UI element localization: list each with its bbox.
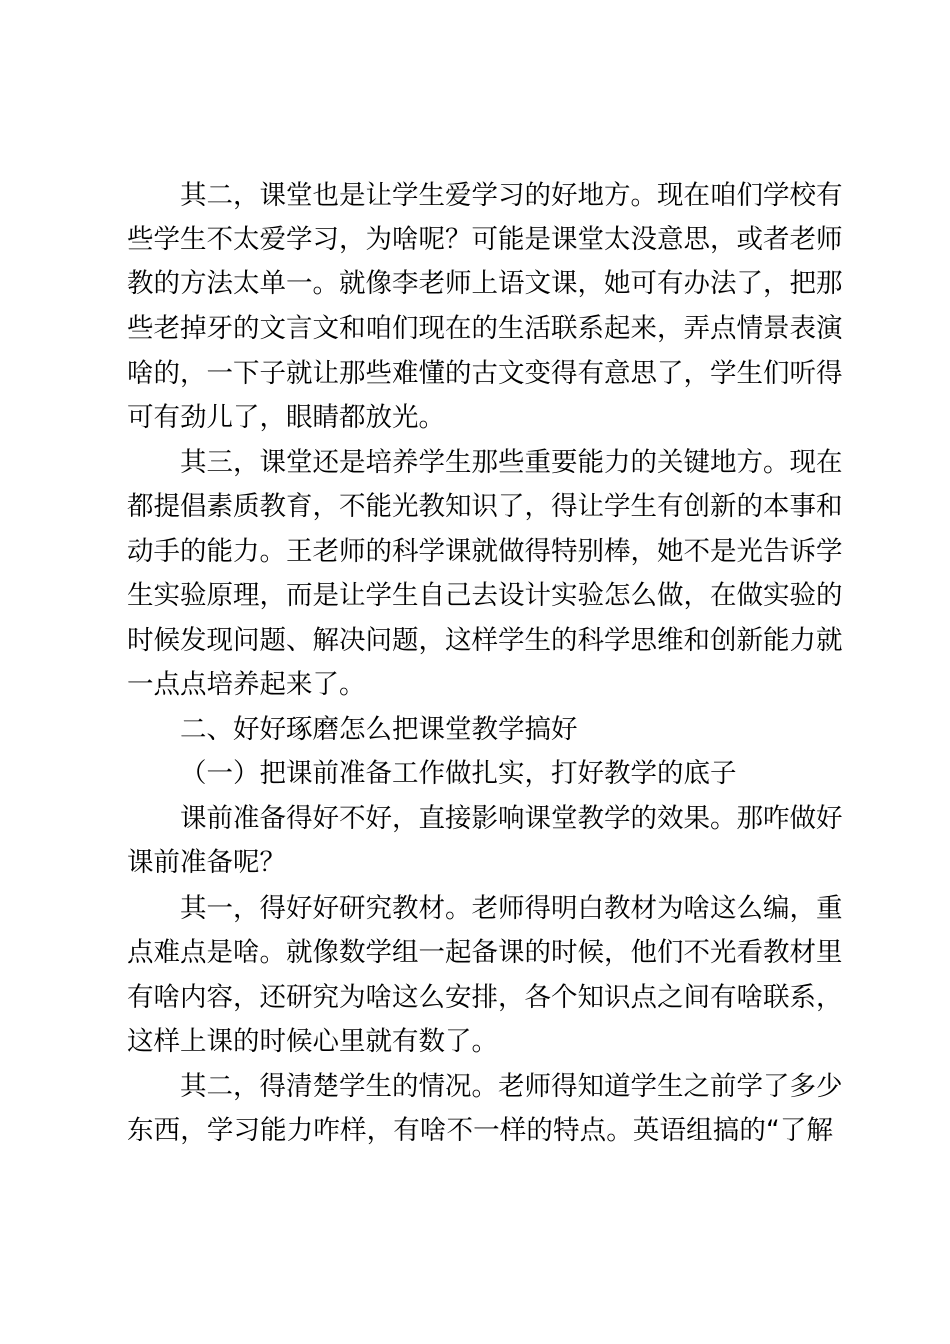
paragraph-line: 些学生不太爱学习，为啥呢？可能是课堂太没意思，或者老师 [127,224,843,255]
paragraph-line: 点难点是啥。就像数学组一起备课的时候，他们不光看教材里 [127,937,843,968]
subsection-heading: （一）把课前准备工作做扎实，打好教学的底子 [180,758,737,789]
paragraph-line: 动手的能力。王老师的科学课就做得特别棒，她不是光告诉学 [127,536,843,567]
paragraph-line: 有啥内容，还研究为啥这么安排，各个知识点之间有啥联系， [127,982,843,1013]
section-heading: 二、好好琢磨怎么把课堂教学搞好 [180,714,578,745]
paragraph-line: 啥的，一下子就让那些难懂的古文变得有意思了，学生们听得 [127,358,843,389]
paragraph-line: 其三，课堂还是培养学生那些重要能力的关键地方。现在 [180,447,843,478]
paragraph-line: 东西，学习能力咋样，有啥不一样的特点。英语组搞的“了解 [127,1115,833,1146]
paragraph-line: 课前准备呢？ [127,847,286,878]
paragraph-line: 其一，得好好研究教材。老师得明白教材为啥这么编，重 [180,893,843,924]
paragraph-line: 些老掉牙的文言文和咱们现在的生活联系起来，弄点情景表演 [127,313,843,344]
paragraph-line: 其二，得清楚学生的情况。老师得知道学生之前学了多少 [180,1071,843,1102]
paragraph-line: 其二，课堂也是让学生爱学习的好地方。现在咱们学校有 [180,180,843,211]
paragraph-line: 这样上课的时候心里就有数了。 [127,1026,498,1057]
paragraph-line: 课前准备得好不好，直接影响课堂教学的效果。那咋做好 [180,803,843,834]
paragraph-line: 都提倡素质教育，不能光教知识了，得让学生有创新的本事和 [127,491,843,522]
paragraph-line: 生实验原理，而是让学生自己去设计实验怎么做，在做实验的 [127,580,843,611]
paragraph-line: 可有劲儿了，眼睛都放光。 [127,402,445,433]
paragraph-line: 教的方法太单一。就像李老师上语文课，她可有办法了，把那 [127,268,843,299]
paragraph-line: 时候发现问题、解决问题，这样学生的科学思维和创新能力就 [127,625,843,656]
paragraph-line: 一点点培养起来了。 [127,669,366,700]
